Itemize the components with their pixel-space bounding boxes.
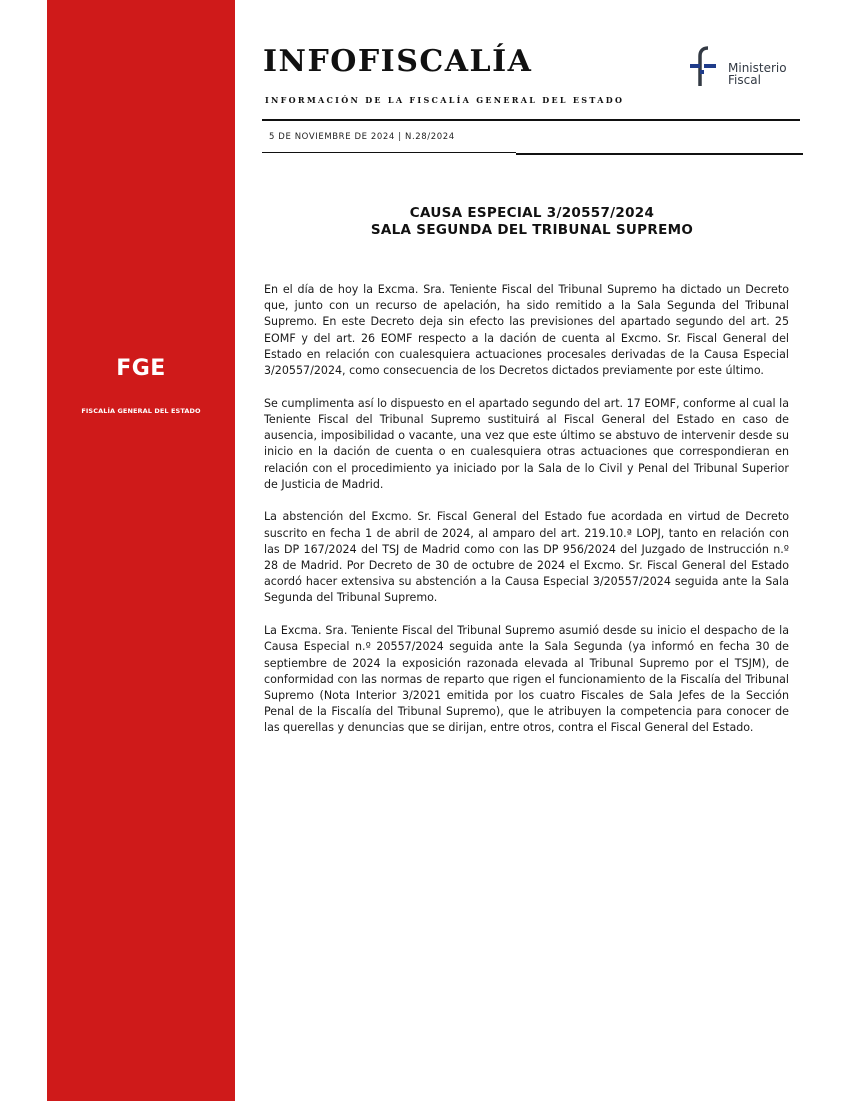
article-paragraph-1: En el día de hoy la Excma. Sra. Teniente Fiscal del Tribunal Supremo ha dictado un Decreto que, junto con un recurso de apelación, ha sido remitido a la Sala Segunda del Tribunal Supremo. En este Decreto deja sin efecto las previsiones del apartado segundo del art. 25 EOMF y del art. 26 EOMF respecto a la dación de cuenta al Excmo. Sr. Fiscal General del Estado en relación con cualesquiera actuaciones procesales derivadas de la Causa Especial 3/20557/2024, como consecuencia de los Decretos dictados previamente por este último.: [264, 283, 789, 378]
ministerio-fiscal-logo-icon: [688, 46, 722, 90]
sidebar-acronym: FGE: [116, 356, 166, 381]
header-rule-bottom-right: [516, 153, 803, 155]
header-rule-top: [262, 119, 800, 121]
logo-line2: Fiscal: [728, 73, 761, 87]
sidebar-full-name: FISCALÍA GENERAL DEL ESTADO: [81, 407, 201, 415]
article-heading-line2: SALA SEGUNDA DEL TRIBUNAL SUPREMO: [370, 222, 694, 238]
article-paragraph-2: Se cumplimenta así lo dispuesto en el apartado segundo del art. 17 EOMF, conforme al cual la Teniente Fiscal del Tribunal Supremo sustituirá al Fiscal General del Estado en caso de ausencia, imposibilidad o vacante, una vez que este último se abstuvo de intervenir desde su inicio en la dación de cuenta o en cualesquiera otras actuaciones que correspondieran en relación con el procedimiento ya iniciado por la Sala de lo Civil y Penal del Tribunal Superior de Justicia de Madrid.: [264, 396, 789, 491]
header-rule-bottom-left: [262, 152, 516, 153]
article-heading-line1: CAUSA ESPECIAL 3/20557/2024: [409, 205, 655, 221]
masthead-title: INFOFISCALÍA: [263, 44, 533, 79]
logo-text: [728, 62, 787, 86]
article-body: [264, 282, 789, 753]
sidebar-band: [47, 0, 235, 1101]
article-paragraph-3: La abstención del Excmo. Sr. Fiscal General del Estado fue acordada en virtud de Decreto suscrito en fecha 1 de abril de 2024, al amparo del art. 219.10.ª LOPJ, tanto en relación con las DP 167/2024 del TSJ de Madrid como con las DP 956/2024 del Juzgado de Instrucción n.º 28 de Madrid. Por Decreto de 30 de octubre de 2024 el Excmo. Sr. Fiscal General del Estado acordó hacer extensiva su abstención a la Causa Especial 3/20557/2024 seguida ante la Sala Segunda del Tribunal Supremo.: [264, 510, 789, 605]
ministerio-fiscal-logo: [688, 46, 808, 92]
masthead-subtitle: INFORMACIÓN DE LA FISCALÍA GENERAL DEL ESTADO: [265, 95, 625, 105]
article-paragraph-4: La Excma. Sra. Teniente Fiscal del Tribunal Supremo asumió desde su inicio el despacho de la Causa Especial n.º 20557/2024 seguida ante la Sala Segunda (ya informó en fecha 30 de septiembre de 2024 la exposición razonada elevada al Tribunal Supremo por el TSJM), de conformidad con las normas de reparto que rigen el funcionamiento de la Fiscalía del Tribunal Supremo (Nota Interior 3/2021 emitida por los cuatro Fiscales de Sala Jefes de la Sección Penal de la Fiscalía del Tribunal Supremo), que le atribuyen la competencia para conocer de las querellas y denuncias que se dirijan, entre otros, contra el Fiscal General del Estado.: [264, 624, 789, 735]
issue-dateline: 5 DE NOVIEMBRE DE 2024 | N.28/2024: [269, 132, 455, 142]
article-heading: [262, 205, 802, 239]
logo-line1: Ministerio: [728, 61, 787, 75]
